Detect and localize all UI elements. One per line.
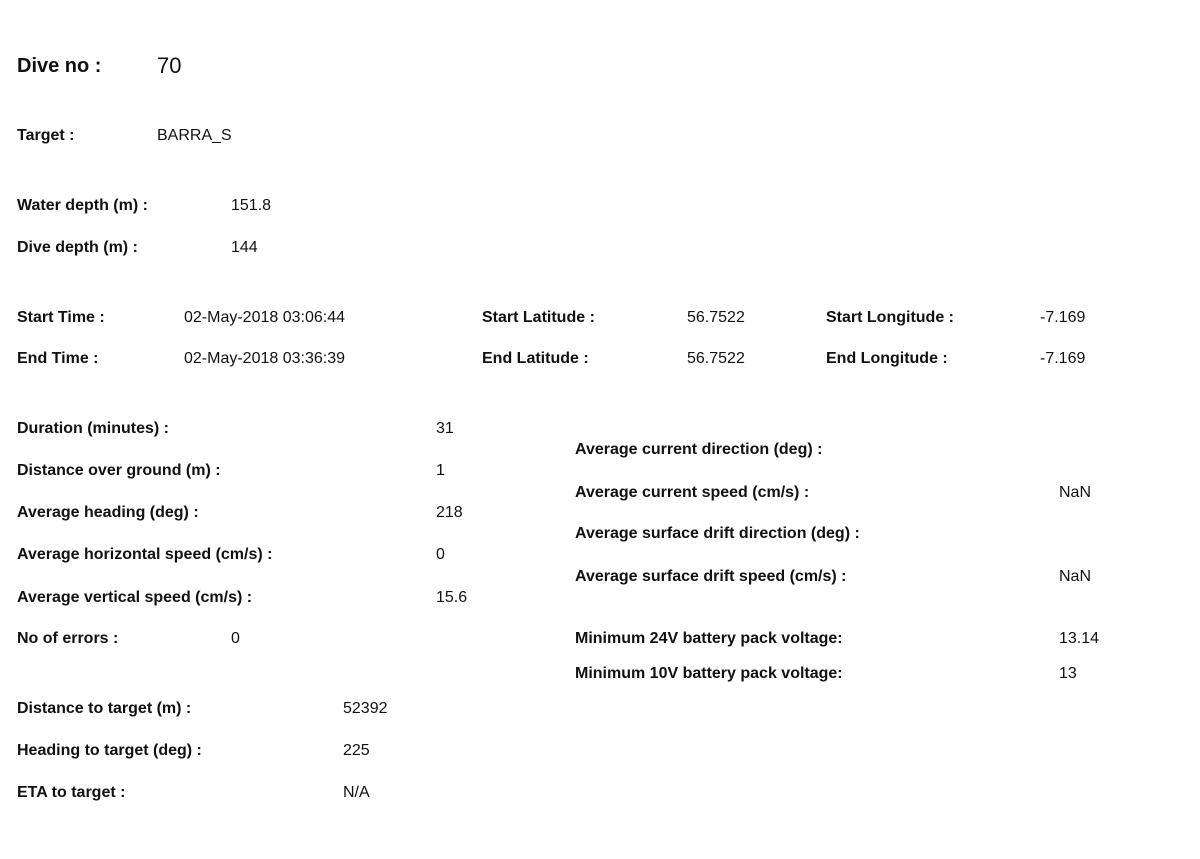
dive-depth-value: 144 bbox=[231, 239, 258, 256]
start-longitude-value: -7.169 bbox=[1040, 309, 1086, 326]
target-value: BARRA_S bbox=[157, 127, 232, 144]
end-longitude-value: -7.169 bbox=[1040, 350, 1086, 367]
heading-to-target-label: Heading to target (deg) : bbox=[17, 742, 202, 759]
distance-over-ground-label: Distance over ground (m) : bbox=[17, 462, 221, 479]
distance-over-ground-value: 1 bbox=[436, 462, 445, 479]
average-current-speed-value: NaN bbox=[1059, 484, 1092, 501]
min-24v-battery-value: 13.14 bbox=[1059, 630, 1100, 647]
errors-label: No of errors : bbox=[17, 630, 119, 647]
average-surface-drift-direction-label: Average surface drift direction (deg) : bbox=[575, 525, 860, 542]
water-depth-label: Water depth (m) : bbox=[17, 197, 148, 214]
min-24v-battery-label: Minimum 24V battery pack voltage: bbox=[575, 630, 843, 647]
average-horizontal-speed-value: 0 bbox=[436, 546, 445, 563]
water-depth-value: 151.8 bbox=[231, 197, 272, 214]
errors-value: 0 bbox=[231, 630, 240, 647]
average-vertical-speed-label: Average vertical speed (cm/s) : bbox=[17, 589, 253, 606]
average-surface-drift-speed-label: Average surface drift speed (cm/s) : bbox=[575, 568, 847, 585]
dive-number-label: Dive no : bbox=[17, 55, 102, 77]
end-time-label: End Time : bbox=[17, 350, 99, 367]
average-current-direction-label: Average current direction (deg) : bbox=[575, 441, 823, 458]
start-time-label: Start Time : bbox=[17, 309, 105, 326]
end-latitude-label: End Latitude : bbox=[482, 350, 589, 367]
average-vertical-speed-value: 15.6 bbox=[436, 589, 468, 606]
dive-depth-label: Dive depth (m) : bbox=[17, 239, 138, 256]
heading-to-target-value: 225 bbox=[343, 742, 370, 759]
end-latitude-value: 56.7522 bbox=[687, 350, 745, 367]
start-latitude-value: 56.7522 bbox=[687, 309, 745, 326]
target-label: Target : bbox=[17, 127, 75, 144]
start-time-value: 02-May-2018 03:06:44 bbox=[184, 309, 345, 326]
distance-to-target-value: 52392 bbox=[343, 700, 388, 717]
min-10v-battery-value: 13 bbox=[1059, 665, 1077, 682]
end-time-value: 02-May-2018 03:36:39 bbox=[184, 350, 345, 367]
eta-to-target-value: N/A bbox=[343, 784, 370, 801]
eta-to-target-label: ETA to target : bbox=[17, 784, 126, 801]
average-heading-label: Average heading (deg) : bbox=[17, 504, 199, 521]
dive-number-value: 70 bbox=[157, 53, 182, 78]
start-longitude-label: Start Longitude : bbox=[826, 309, 954, 326]
average-current-speed-label: Average current speed (cm/s) : bbox=[575, 484, 810, 501]
distance-to-target-label: Distance to target (m) : bbox=[17, 700, 192, 717]
average-horizontal-speed-label: Average horizontal speed (cm/s) : bbox=[17, 546, 273, 563]
start-latitude-label: Start Latitude : bbox=[482, 309, 595, 326]
average-heading-value: 218 bbox=[436, 504, 463, 521]
end-longitude-label: End Longitude : bbox=[826, 350, 948, 367]
duration-label: Duration (minutes) : bbox=[17, 420, 169, 437]
duration-value: 31 bbox=[436, 420, 454, 437]
min-10v-battery-label: Minimum 10V battery pack voltage: bbox=[575, 665, 843, 682]
average-surface-drift-speed-value: NaN bbox=[1059, 568, 1092, 585]
